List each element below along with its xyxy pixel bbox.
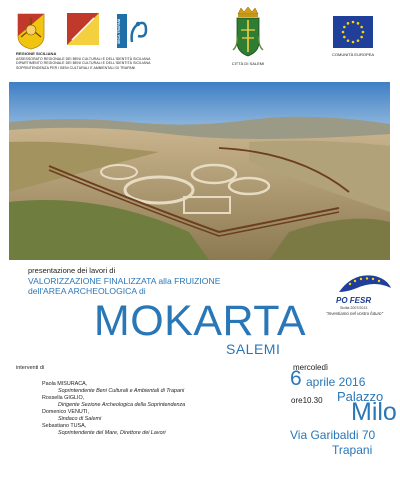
speaker-name: Rossella GIGLIO, <box>42 395 85 401</box>
museum-logo-text: SBCA TRAPANI <box>117 18 121 44</box>
citta-di-salemi-caption: CITTÀ DI SALEMI <box>231 61 265 66</box>
speaker-item <box>42 395 272 409</box>
region-line: ASSESSORATO REGIONALE DEI BENI CULTURALI E DELL'IDENTITÀ SICILIANA <box>16 56 151 61</box>
event-time: ore10.30 <box>291 396 323 405</box>
assessorato-logo <box>66 12 100 46</box>
header <box>0 0 400 86</box>
regione-siciliana-logo <box>16 12 46 50</box>
event-month-year: aprile 2016 <box>306 375 366 389</box>
speaker-role: Sindaco di Salemi <box>58 416 102 422</box>
event-city: Trapani <box>332 443 373 457</box>
site-name: MOKARTA <box>93 297 307 345</box>
project-title-line-2: dell'AREA ARCHEOLOGICA di <box>28 286 146 296</box>
eu-star <box>343 36 346 39</box>
region-line: SOPRINTENDENZA PER I BENI CULTURALI E AMBIENTALI DI TRAPANI <box>16 65 136 70</box>
regione-siciliana-text <box>16 52 216 70</box>
speaker-item <box>42 381 272 395</box>
eu-star <box>357 39 360 42</box>
intro-text: presentazione dei lavori di <box>28 266 116 275</box>
comunita-europea-caption: COMUNITÀ EUROPEA <box>331 52 374 57</box>
region-line: DIPARTIMENTO REGIONALE DEI BENI CULTURALI E DELL'IDENTITÀ SICILIANA <box>16 61 151 66</box>
speakers-list <box>42 381 272 437</box>
eu-star <box>357 22 360 25</box>
eu-star <box>343 26 346 29</box>
eu-star <box>360 26 363 29</box>
speaker-item <box>42 409 272 423</box>
eu-star <box>342 31 345 34</box>
po-fesr-period: Sicilia 2007/2013 <box>340 306 368 310</box>
citta-di-salemi-coat-of-arms <box>232 6 264 58</box>
project-title-line-1: VALORIZZAZIONE FINALIZZATA alla FRUIZIONE <box>28 276 221 286</box>
po-fesr-label: PO FESR <box>336 296 372 305</box>
eu-star <box>352 41 355 44</box>
speaker-name: Domenico VENUTI, <box>42 409 90 415</box>
speaker-name: Paola MISURACA, <box>42 381 88 387</box>
soprintendenza-trapani-logo <box>116 12 150 50</box>
speaker-role: Soprintendente Beni Culturali e Ambientali di Trapani <box>58 388 185 394</box>
region-line: REGIONE SICILIANA <box>16 51 57 56</box>
eu-star <box>360 36 363 39</box>
speaker-role: Soprintendente del Mare, Direttore dei Lavori <box>58 430 166 436</box>
event-weekday: mercoledì <box>293 363 329 372</box>
eu-star <box>347 22 350 25</box>
event-venue-line-2: Milo <box>351 398 397 426</box>
eu-star <box>362 31 365 34</box>
speaker-item <box>42 423 272 437</box>
speaker-name: Sebastiano TUSA, <box>42 423 87 429</box>
eu-star <box>347 39 350 42</box>
interventi-label: interventi di <box>16 365 45 371</box>
eu-star <box>352 21 355 24</box>
speaker-role: Dirigente Sezione Archeologica della Soprintendenza <box>58 402 186 408</box>
event-day: 6 <box>290 367 302 390</box>
archaeological-site-photo <box>9 82 390 260</box>
event-address: Via Garibaldi 70 <box>290 428 376 442</box>
po-fesr-slogan: "Investiamo nel vostro futuro" <box>326 311 384 316</box>
european-union-flag <box>333 16 373 48</box>
event-venue-line-1: Palazzo <box>337 389 384 404</box>
site-town: SALEMI <box>226 341 281 357</box>
